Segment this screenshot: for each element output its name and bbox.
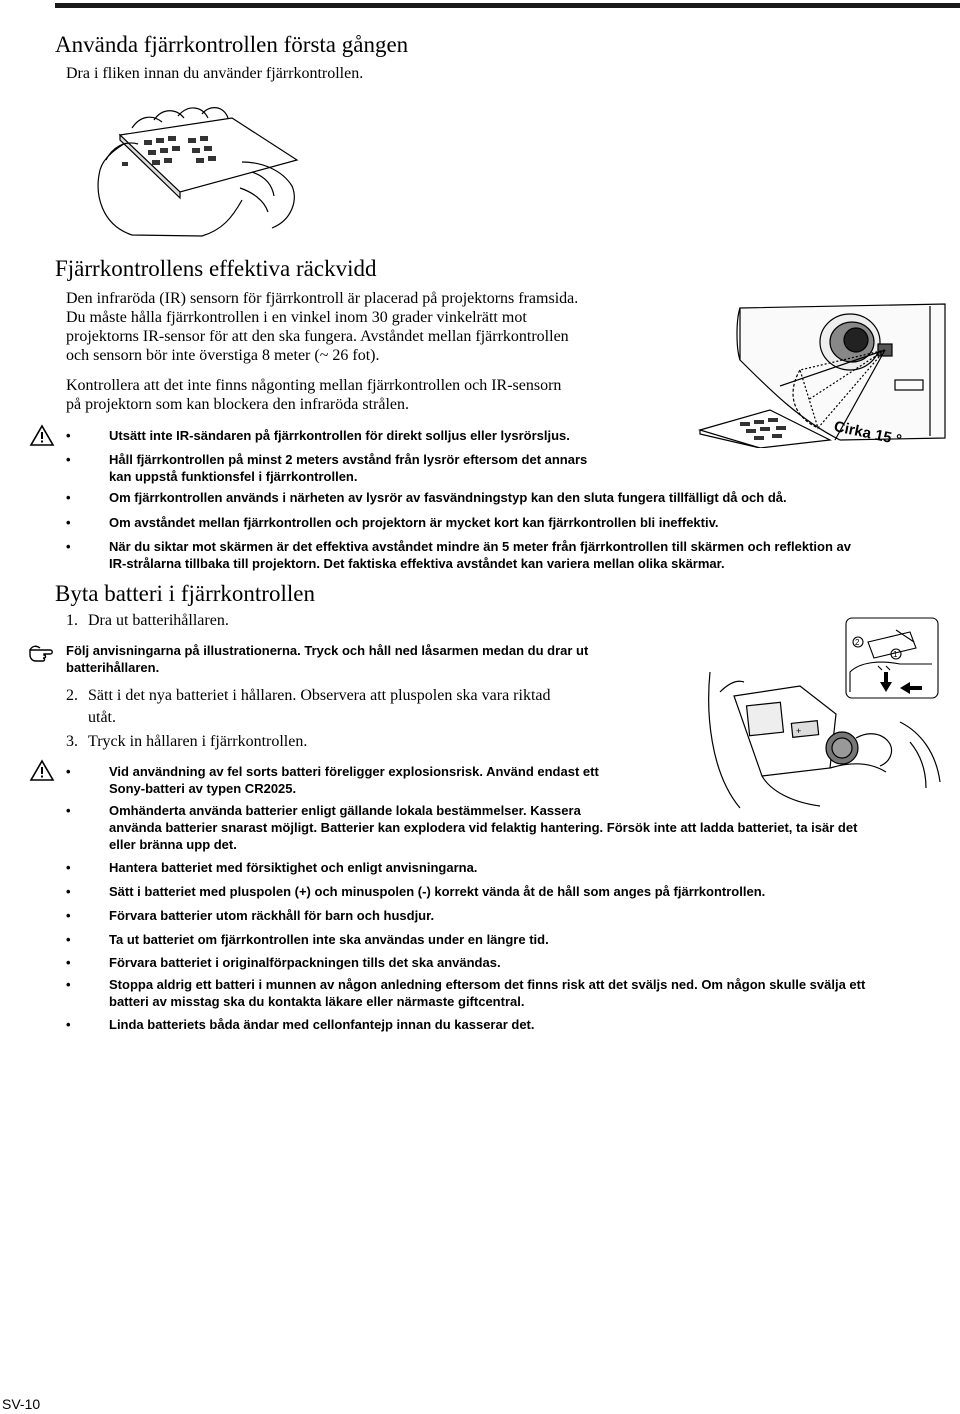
range-paragraph-1-line: Den infraröda (IR) sensorn för fjärrkontroll är placerad på projektorns framsida. xyxy=(66,290,579,307)
bullet-icon: • xyxy=(66,490,71,505)
bullet-line: Stoppa aldrig ett batteri i munnen av någon anledning eftersom det finns risk att det sväljs ned. Om någon skulle svälja ett xyxy=(109,977,866,992)
bullet-line: Om fjärrkontrollen används i närheten av lysrör av fasvändningstyp kan den sluta fungera tillfälligt då och då. xyxy=(109,490,787,505)
range-paragraph-1-line: Du måste hålla fjärrkontrollen i en vinkel inom 30 grader vinkelrätt mot xyxy=(66,309,527,326)
range-paragraph-1 xyxy=(66,289,578,365)
bullet-line: eller bränna upp det. xyxy=(109,837,237,852)
step-text: Tryck in hållaren i fjärrkontrollen. xyxy=(88,733,308,750)
bullet-line: Håll fjärrkontrollen på minst 2 meters avstånd från lysrör eftersom det annars xyxy=(109,452,588,467)
page-number: SV-10 xyxy=(2,1396,41,1412)
section-title-battery: Byta batteri i fjärrkontrollen xyxy=(55,581,315,606)
bullet-icon: • xyxy=(66,977,71,992)
step-text: Dra ut batterihållaren. xyxy=(88,612,229,629)
header-rule xyxy=(55,3,960,8)
section-title-first-use: Använda fjärrkontrollen första gången xyxy=(55,32,409,57)
bullet-icon: • xyxy=(66,539,71,554)
bullet-line: Förvara batterier utom räckhåll för barn och husdjur. xyxy=(109,908,435,923)
note-line: batterihållaren. xyxy=(66,660,160,675)
projector-range-illustration xyxy=(690,300,952,448)
bullet-line: Utsätt inte IR-sändaren på fjärrkontrollen för direkt solljus eller lysrörsljus. xyxy=(109,428,570,443)
range-paragraph-1-line: och sensorn bör inte överstiga 8 meter (~ 26 fot). xyxy=(66,347,380,364)
range-paragraph-2-line: Kontrollera att det inte finns någonting mellan fjärrkontrollen och IR-sensorn xyxy=(66,377,562,394)
bullet-line: IR-strålarna tillbaka till projektorn. Det faktiska effektiva avståndet kan variera mellan olika skärmar. xyxy=(109,556,725,571)
section-subtitle-first-use: Dra i fliken innan du använder fjärrkontrollen. xyxy=(66,65,364,82)
battery-replacement-illustration xyxy=(700,612,955,810)
step-text-line: utåt. xyxy=(88,709,116,726)
bullet-icon: • xyxy=(66,452,71,467)
bullet-line: använda batterier snarast möjligt. Batterier kan explodera vid felaktig hantering. Försök inte att ladda batteriet, ta isär det xyxy=(109,820,858,835)
bullet-icon: • xyxy=(66,955,71,970)
step-text-line: Sätt i det nya batteriet i hållaren. Observera att pluspolen ska vara riktad xyxy=(88,687,551,704)
bullet-icon: • xyxy=(66,860,71,875)
bullet-line: Om avståndet mellan fjärrkontrollen och projektorn är mycket kort kan fjärrkontrollen bli ineffektiv. xyxy=(109,515,719,530)
bullet-line: batteri av misstag ska du kontakta läkare eller närmaste giftcentral. xyxy=(109,994,525,1009)
warning-triangle-icon xyxy=(29,759,55,782)
pointing-hand-icon xyxy=(28,642,62,664)
bullet-line: Hantera batteriet med försiktighet och enligt anvisningarna. xyxy=(109,860,478,875)
bullet-line: Linda batteriets båda ändar med cellonfantejp innan du kasserar det. xyxy=(109,1017,535,1032)
bullet-line: Sony-batteri av typen CR2025. xyxy=(109,781,297,796)
svg-text:2: 2 xyxy=(855,638,860,647)
step-number: 1. xyxy=(66,612,78,629)
warning-triangle-icon xyxy=(29,424,55,447)
bullet-icon: • xyxy=(66,1017,71,1032)
bullet-line: Ta ut batteriet om fjärrkontrollen inte ska användas under en längre tid. xyxy=(109,932,549,947)
bullet-icon: • xyxy=(66,428,71,443)
bullet-icon: • xyxy=(66,515,71,530)
bullet-line: När du siktar mot skärmen är det effektiva avståndet mindre än 5 meter från fjärrkontrollen till skärmen och reflektion av xyxy=(109,539,851,554)
remote-pull-tab-illustration xyxy=(92,100,307,238)
section-title-range: Fjärrkontrollens effektiva räckvidd xyxy=(55,256,377,281)
bullet-icon: • xyxy=(66,908,71,923)
bullet-icon: • xyxy=(66,932,71,947)
bullet-line: Förvara batteriet i originalförpackningen tills det ska användas. xyxy=(109,955,501,970)
bullet-line: Omhänderta använda batterier enligt gällande lokala bestämmelser. Kassera xyxy=(109,803,581,818)
bullet-line: Vid användning av fel sorts batteri föreligger explosionsrisk. Använd endast ett xyxy=(109,764,599,779)
angle-label: Cirka 15 ° xyxy=(832,418,904,449)
bullet-line: kan uppstå funktionsfel i fjärrkontrollen. xyxy=(109,469,358,484)
range-paragraph-2-line: på projektorn som kan blockera den infraröda strålen. xyxy=(66,396,409,413)
svg-text:+: + xyxy=(796,726,802,736)
bullet-icon: • xyxy=(66,764,71,779)
bullet-icon: • xyxy=(66,803,71,818)
step-number: 2. xyxy=(66,687,78,704)
battery-note xyxy=(66,642,588,676)
step-number: 3. xyxy=(66,733,78,750)
note-line: Följ anvisningarna på illustrationerna. Tryck och håll ned låsarmen medan du drar ut xyxy=(66,643,589,658)
range-paragraph-2 xyxy=(66,376,561,414)
bullet-icon: • xyxy=(66,884,71,899)
bullet-line: Sätt i batteriet med pluspolen (+) och minuspolen (-) korrekt vända åt de håll som anges på fjärrkontrollen. xyxy=(109,884,766,899)
svg-text:1: 1 xyxy=(893,650,898,659)
range-paragraph-1-line: projektorns IR-sensor för att den ska fungera. Avståndet mellan fjärrkontrollen xyxy=(66,328,569,345)
